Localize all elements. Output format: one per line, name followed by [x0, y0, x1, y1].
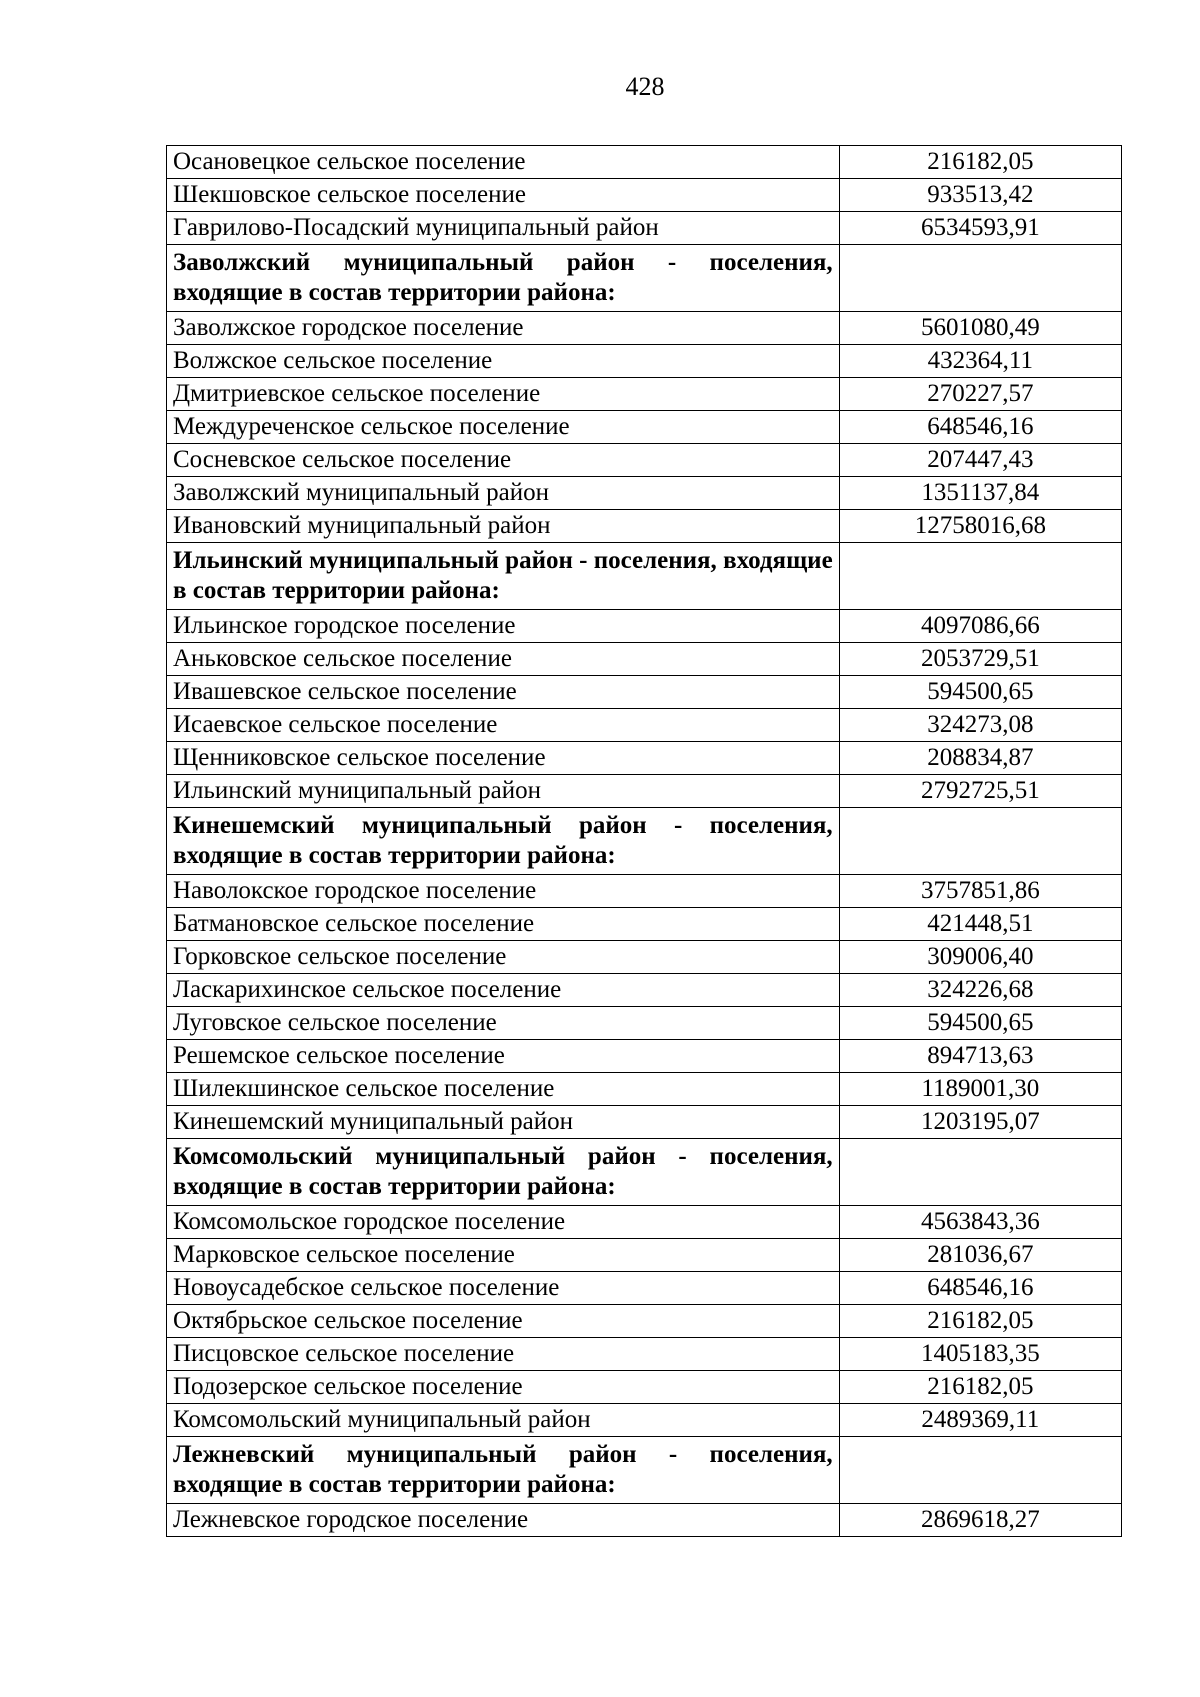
settlement-name: Наволокское городское поселение [167, 875, 840, 908]
table-row [167, 775, 1122, 808]
settlement-name: Ласкарихинское сельское поселение [167, 974, 840, 1007]
amount-cell: 2489369,11 [839, 1404, 1121, 1437]
settlement-name: Ильинское городское поселение [167, 610, 840, 643]
amount-cell: 648546,16 [839, 1272, 1121, 1305]
amount-cell: 4563843,36 [839, 1206, 1121, 1239]
amount-cell [839, 1139, 1121, 1206]
table-row [167, 146, 1122, 179]
amount-cell: 3757851,86 [839, 875, 1121, 908]
settlement-name: Луговское сельское поселение [167, 1007, 840, 1040]
amount-cell: 1351137,84 [839, 477, 1121, 510]
amount-cell: 2792725,51 [839, 775, 1121, 808]
amount-cell: 208834,87 [839, 742, 1121, 775]
settlement-name: Октябрьское сельское поселение [167, 1305, 840, 1338]
settlement-name: Батмановское сельское поселение [167, 908, 840, 941]
amount-cell [839, 543, 1121, 610]
district-header-row [167, 1139, 1122, 1206]
amount-cell: 6534593,91 [839, 212, 1121, 245]
amount-cell: 281036,67 [839, 1239, 1121, 1272]
amount-cell: 207447,43 [839, 444, 1121, 477]
table-row [167, 1371, 1122, 1404]
amount-cell [839, 245, 1121, 312]
amount-cell: 594500,65 [839, 676, 1121, 709]
amount-cell: 4097086,66 [839, 610, 1121, 643]
amount-cell: 2869618,27 [839, 1504, 1121, 1537]
amount-cell: 1203195,07 [839, 1106, 1121, 1139]
allocation-table [166, 145, 1122, 1537]
table-row [167, 1338, 1122, 1371]
settlement-name: Новоусадебское сельское поселение [167, 1272, 840, 1305]
settlement-name: Гаврилово-Посадский муниципальный район [167, 212, 840, 245]
table-row [167, 643, 1122, 676]
settlement-name: Подозерское сельское поселение [167, 1371, 840, 1404]
table-row [167, 1206, 1122, 1239]
amount-cell: 324273,08 [839, 709, 1121, 742]
settlement-name: Марковское сельское поселение [167, 1239, 840, 1272]
table-row [167, 709, 1122, 742]
table-row [167, 1040, 1122, 1073]
table-row [167, 908, 1122, 941]
table-row [167, 444, 1122, 477]
table-row [167, 378, 1122, 411]
table-row [167, 477, 1122, 510]
table-row [167, 179, 1122, 212]
settlement-name: Междуреченское сельское поселение [167, 411, 840, 444]
amount-cell: 648546,16 [839, 411, 1121, 444]
amount-cell: 5601080,49 [839, 312, 1121, 345]
settlement-name: Ивашевское сельское поселение [167, 676, 840, 709]
amount-cell: 1189001,30 [839, 1073, 1121, 1106]
district-header-label: Ильинский муниципальный район - поселения, входящие в состав территории района: [167, 543, 840, 610]
table-row [167, 312, 1122, 345]
settlement-name: Горковское сельское поселение [167, 941, 840, 974]
district-header-label: Комсомольский муниципальный район - поселения, входящие в состав территории района: [167, 1139, 840, 1206]
settlement-name: Осановецкое сельское поселение [167, 146, 840, 179]
table-row [167, 1504, 1122, 1537]
amount-cell: 270227,57 [839, 378, 1121, 411]
district-header-row [167, 543, 1122, 610]
table-row [167, 1239, 1122, 1272]
settlement-name: Заволжский муниципальный район [167, 477, 840, 510]
amount-cell: 216182,05 [839, 1305, 1121, 1338]
settlement-name: Сосневское сельское поселение [167, 444, 840, 477]
amount-cell: 421448,51 [839, 908, 1121, 941]
district-header-label: Кинешемский муниципальный район - поселения, входящие в состав территории района: [167, 808, 840, 875]
settlement-name: Шекшовское сельское поселение [167, 179, 840, 212]
page-number: 428 [625, 72, 665, 101]
settlement-name: Лежневское городское поселение [167, 1504, 840, 1537]
district-header-row [167, 1437, 1122, 1504]
settlement-name: Заволжское городское поселение [167, 312, 840, 345]
settlement-name: Комсомольское городское поселение [167, 1206, 840, 1239]
table-body [167, 146, 1122, 1537]
table-row [167, 1404, 1122, 1437]
settlement-name: Дмитриевское сельское поселение [167, 378, 840, 411]
table-row [167, 1272, 1122, 1305]
table-row [167, 345, 1122, 378]
settlement-name: Шилекшинское сельское поселение [167, 1073, 840, 1106]
amount-cell [839, 1437, 1121, 1504]
settlement-name: Исаевское сельское поселение [167, 709, 840, 742]
amount-cell: 216182,05 [839, 146, 1121, 179]
settlement-name: Аньковское сельское поселение [167, 643, 840, 676]
table-row [167, 1305, 1122, 1338]
amount-cell: 309006,40 [839, 941, 1121, 974]
settlement-name: Комсомольский муниципальный район [167, 1404, 840, 1437]
settlement-name: Писцовское сельское поселение [167, 1338, 840, 1371]
table-row [167, 941, 1122, 974]
amount-cell: 1405183,35 [839, 1338, 1121, 1371]
table-row [167, 610, 1122, 643]
settlement-name: Решемское сельское поселение [167, 1040, 840, 1073]
settlement-name: Щенниковское сельское поселение [167, 742, 840, 775]
amount-cell: 594500,65 [839, 1007, 1121, 1040]
table-row [167, 676, 1122, 709]
amount-cell: 324226,68 [839, 974, 1121, 1007]
settlement-name: Ивановский муниципальный район [167, 510, 840, 543]
table-row [167, 974, 1122, 1007]
district-header-label: Лежневский муниципальный район - поселения, входящие в состав территории района: [167, 1437, 840, 1504]
amount-cell: 432364,11 [839, 345, 1121, 378]
district-header-row [167, 245, 1122, 312]
settlement-name: Кинешемский муниципальный район [167, 1106, 840, 1139]
table-row [167, 1073, 1122, 1106]
table-row [167, 212, 1122, 245]
table-row [167, 411, 1122, 444]
amount-cell: 894713,63 [839, 1040, 1121, 1073]
table-row [167, 742, 1122, 775]
amount-cell: 933513,42 [839, 179, 1121, 212]
amount-cell [839, 808, 1121, 875]
settlement-name: Волжское сельское поселение [167, 345, 840, 378]
amount-cell: 12758016,68 [839, 510, 1121, 543]
table-row [167, 875, 1122, 908]
amount-cell: 2053729,51 [839, 643, 1121, 676]
table-row [167, 510, 1122, 543]
amount-cell: 216182,05 [839, 1371, 1121, 1404]
table-row [167, 1106, 1122, 1139]
settlement-name: Ильинский муниципальный район [167, 775, 840, 808]
district-header-label: Заволжский муниципальный район - поселения, входящие в состав территории района: [167, 245, 840, 312]
table-row [167, 1007, 1122, 1040]
district-header-row [167, 808, 1122, 875]
